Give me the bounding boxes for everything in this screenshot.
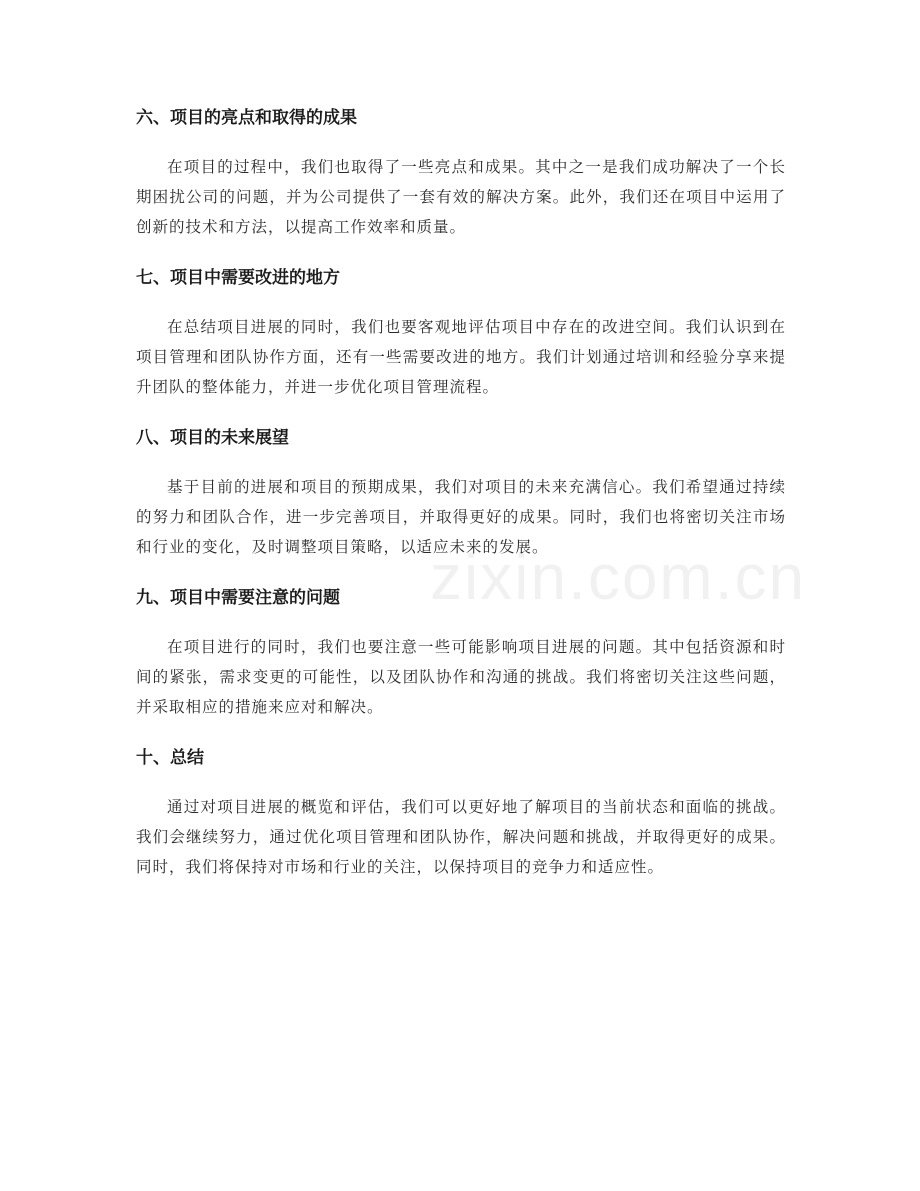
section-heading: 九、项目中需要注意的问题 bbox=[136, 588, 340, 608]
section-outlook bbox=[136, 424, 786, 562]
section-issues bbox=[136, 584, 786, 722]
section-heading: 十、总结 bbox=[136, 748, 204, 768]
section-heading: 八、项目的未来展望 bbox=[136, 428, 289, 448]
section-heading: 六、项目的亮点和取得的成果 bbox=[136, 108, 357, 128]
section-highlights bbox=[136, 104, 786, 242]
section-paragraph: 基于目前的进展和项目的预期成果，我们对项目的未来充满信心。我们希望通过持续的努力和团队合作，进一步完善项目，并取得更好的成果。同时，我们也将密切关注市场和行业的变化，及时调整项目策略，以适应未来的发展。 bbox=[136, 478, 786, 556]
section-paragraph: 在项目的过程中，我们也取得了一些亮点和成果。其中之一是我们成功解决了一个长期困扰公司的问题，并为公司提供了一套有效的解决方案。此外，我们还在项目中运用了创新的技术和方法，以提高工作效率和质量。 bbox=[136, 158, 786, 236]
section-paragraph: 通过对项目进展的概览和评估，我们可以更好地了解项目的当前状态和面临的挑战。我们会继续努力，通过优化项目管理和团队协作，解决问题和挑战，并取得更好的成果。同时，我们将保持对市场和行业的关注，以保持项目的竞争力和适应性。 bbox=[136, 798, 786, 876]
watermark: zixin.com.cn bbox=[430, 541, 807, 613]
section-improvements bbox=[136, 264, 786, 402]
section-paragraph: 在总结项目进展的同时，我们也要客观地评估项目中存在的改进空间。我们认识到在项目管理和团队协作方面，还有一些需要改进的地方。我们计划通过培训和经验分享来提升团队的整体能力，并进一步优化项目管理流程。 bbox=[136, 318, 786, 396]
section-heading: 七、项目中需要改进的地方 bbox=[136, 268, 340, 288]
section-paragraph: 在项目进行的同时，我们也要注意一些可能影响项目进展的问题。其中包括资源和时间的紧张，需求变更的可能性，以及团队协作和沟通的挑战。我们将密切关注这些问题，并采取相应的措施来应对和解决。 bbox=[136, 638, 786, 716]
section-summary bbox=[136, 744, 786, 882]
